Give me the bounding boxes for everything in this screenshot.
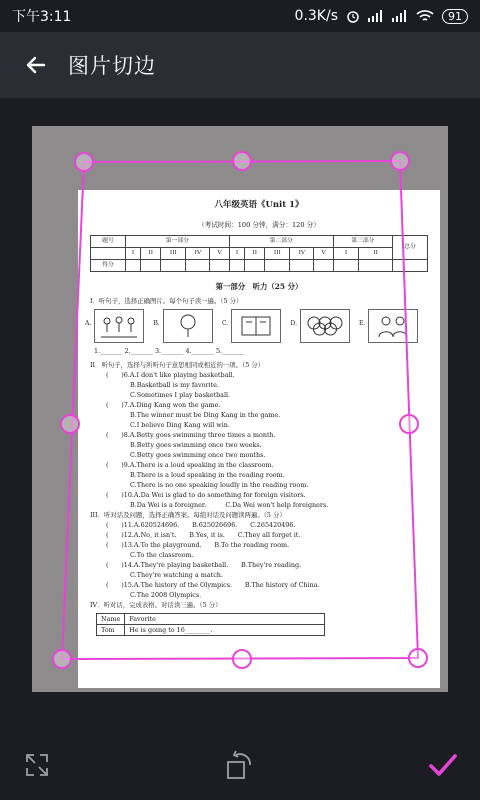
- score-cell: 第三部分: [333, 235, 392, 247]
- question-item: C.There is no one speaking loudly in the reading room.: [130, 481, 309, 490]
- section-title: 第一部分 听力（25 分）: [215, 281, 303, 291]
- question-item: C.The 2008 Olympics.: [130, 591, 202, 600]
- question-item: ( )15.A.The history of the Olympics. B.The history of China.: [106, 581, 320, 590]
- question-item: ( )8.A.Betty goes swimming three times a month.: [106, 431, 276, 440]
- score-cell: V: [314, 247, 333, 259]
- crop-handle-bottom-right[interactable]: [408, 648, 428, 668]
- question-heading: III．听对话及问题，选择正确答案。每组对话及问题读两遍。（5 分）: [90, 511, 286, 520]
- score-cell: II: [359, 247, 393, 259]
- score-cell: 第二部分: [229, 235, 333, 247]
- question-item: ( )14.A.They're playing basketball. B.They're reading.: [106, 561, 302, 570]
- question-item: B.Betty goes swimming once two weeks.: [130, 441, 262, 450]
- status-indicators: [295, 8, 468, 24]
- confirm-button[interactable]: [426, 748, 460, 782]
- score-cell: III: [265, 247, 290, 259]
- crop-canvas: [0, 98, 480, 728]
- crop-expand-icon: [23, 751, 51, 779]
- score-cell: 得分: [91, 259, 126, 271]
- question-item: ( )12.A.No, it isn't. B.Yes, it is. C.They all forget it.: [106, 531, 301, 540]
- question-item: C.I believe Ding Kang will win.: [130, 421, 230, 430]
- picture-e: E.: [368, 309, 418, 343]
- full-crop-button[interactable]: [20, 748, 54, 782]
- crop-outline: [32, 126, 448, 692]
- question-item: C.They're watching a match.: [130, 571, 223, 580]
- score-cell: V: [210, 247, 229, 259]
- score-cell: IV: [186, 247, 210, 259]
- battery-indicator: 91: [442, 9, 468, 24]
- wifi-icon: [416, 9, 434, 23]
- back-button[interactable]: [20, 49, 52, 81]
- question-item: ( )9.A.There is a loud speaking in the classroom.: [106, 461, 274, 470]
- bottom-toolbar: [0, 728, 480, 800]
- crop-handle-bottom-left[interactable]: [52, 649, 72, 669]
- crop-handle-bottom-center[interactable]: [232, 649, 252, 669]
- fav-cell: Tom: [97, 625, 125, 636]
- doc-subtitle: （考试时间：100 分钟，满分：120 分）: [198, 220, 320, 229]
- score-cell: 第一部分: [125, 235, 229, 247]
- question-heading: I．听句子，选择正确图片。每个句子读一遍。（5 分）: [90, 297, 243, 306]
- score-cell: 总分: [392, 235, 427, 259]
- crop-handle-top-left[interactable]: [74, 152, 94, 172]
- check-icon: [427, 749, 459, 781]
- picture-c: C.: [231, 309, 281, 343]
- doc-title: 八年级英语《Unit 1》: [214, 200, 304, 210]
- question-item: B.The winner must be Ding Kang in the game.: [130, 411, 281, 420]
- rotate-icon: [222, 748, 256, 782]
- crop-handle-middle-right[interactable]: [399, 414, 419, 434]
- score-cell: 题号: [91, 235, 126, 247]
- crop-handle-top-center[interactable]: [232, 151, 252, 171]
- question-item: ( )6.A.I don't like playing basketball.: [106, 371, 235, 380]
- score-cell: I: [333, 247, 359, 259]
- question-heading: IV．听对话，完成表格。对话读三遍。（5 分）: [90, 601, 222, 610]
- fav-cell: He is going to 16________.: [125, 625, 325, 636]
- network-speed: 0.3K/s: [294, 8, 338, 24]
- status-time: 下午3:11: [12, 9, 72, 25]
- question-item: C.Sometimes I play basketball.: [130, 391, 231, 400]
- signal-icon: [368, 10, 384, 22]
- question-item: B.Da Wei is a foreigner. C.Da Wei won't help foreigners.: [130, 501, 329, 510]
- score-cell: II: [245, 247, 265, 259]
- fav-cell: Name: [97, 614, 125, 625]
- arrow-left-icon: [24, 53, 48, 77]
- question-heading: II．听句子，选择与所听句子意思相同或相近的一项。（5 分）: [90, 361, 265, 370]
- answer-blanks: 1._______ 2._______ 3._______ 4._______ 5._______: [94, 347, 245, 356]
- question-item: C.To the classroom.: [130, 551, 194, 560]
- score-cell: II: [141, 247, 161, 259]
- question-item: B.There is a loud speaking in the reading room.: [130, 471, 285, 480]
- crop-handle-middle-left[interactable]: [60, 414, 80, 434]
- rotate-button[interactable]: [222, 748, 256, 782]
- fav-cell: Favorite: [125, 614, 325, 625]
- picture-a: A.: [94, 309, 144, 343]
- question-item: ( )11.A.620524696. B.625026696. C.265420496.: [106, 521, 296, 530]
- question-item: ( )10.A.Da Wei is glad to do something for foreign visitors.: [106, 491, 306, 500]
- question-item: ( )13.A.To the playground. B.To the reading room.: [106, 541, 290, 550]
- score-cell: I: [125, 247, 140, 259]
- status-bar: [0, 0, 480, 32]
- question-item: C.Betty goes swimming once two months.: [130, 451, 266, 460]
- picture-d: D.: [300, 309, 350, 343]
- crop-handle-top-right[interactable]: [390, 151, 410, 171]
- alarm-icon: [346, 9, 360, 23]
- signal-icon-2: [392, 10, 408, 22]
- image-preview: [32, 126, 448, 692]
- score-cell: III: [161, 247, 186, 259]
- question-item: ( )7.A.Ding Kang won the game.: [106, 401, 221, 410]
- page-title: 图片切边: [68, 54, 156, 78]
- score-cell: I: [229, 247, 244, 259]
- score-cell: IV: [290, 247, 314, 259]
- picture-b: B.: [163, 309, 213, 343]
- question-item: B.Basketball is my favorite.: [130, 381, 219, 390]
- app-bar: [0, 32, 480, 98]
